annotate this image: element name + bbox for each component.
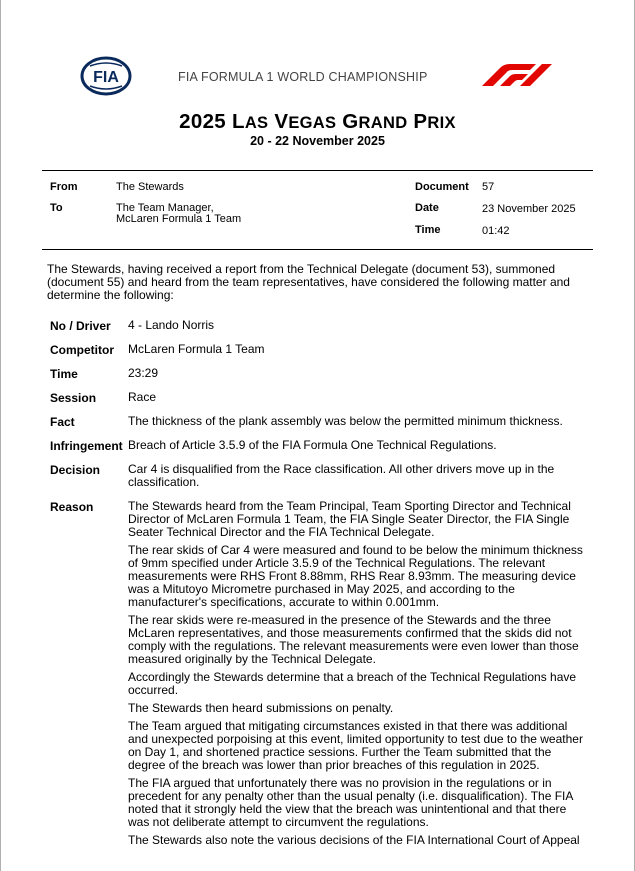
reason-paragraph: The Stewards then heard submissions on penalty. [128, 701, 394, 715]
reason-paragraph: The Stewards also note the various decisions of the FIA International Court of Appeal [128, 833, 580, 847]
to-label: To [50, 202, 63, 214]
from-value: The Stewards [116, 181, 184, 193]
document-number: 57 [482, 181, 495, 193]
championship-title: FIA FORMULA 1 WORLD CHAMPIONSHIP [178, 70, 428, 84]
time-value: 01:42 [482, 225, 510, 237]
to-line-1: The Team Manager, [116, 202, 214, 214]
gp-rest-rix: RIX [427, 114, 456, 132]
gp-cap-l: L [231, 110, 245, 133]
session-value: Race [128, 390, 157, 404]
f1-logo-text: F1 [476, 64, 478, 65]
reason-paragraph: Accordingly the Stewards determine that a breach of the Technical Regulations have occurred. [128, 670, 577, 697]
no-driver-label: No / Driver [50, 319, 111, 333]
reason-paragraph: The rear skids of Car 4 were measured and found to be below the minimum thickness of 9mm specified under Article 3.5.9 of the Technical Regulations. The relevant measurements were RHS Front 8.88mm, RHS Rear 8.93mm. The measuring device was a Mitutoyo Micrometre purchased in May 2025, and according to the manufacturer's specifications, accurate to within 0.001mm. [128, 543, 583, 609]
time-label: Time [415, 224, 441, 236]
gp-rest-egas: EGAS [288, 114, 337, 132]
fia-logo-text: FIA [93, 69, 119, 86]
reason-paragraph: The Team argued that mitigating circumstances existed in that there was additional and unexpected porpoising at this event, limited opportunity to test due to the weather on Day 1, and shortened practice sessions. Further the Team submitted that the degree of the breach was lower than prior breaches of this regulation in 2025. [128, 719, 583, 772]
date-label: Date [415, 202, 439, 214]
infringement-value: Breach of Article 3.5.9 of the FIA Formula One Technical Regulations. [128, 438, 497, 452]
gp-year: 2025 [179, 110, 226, 133]
session-label: Session [50, 391, 97, 405]
date-value: 23 November 2025 [482, 203, 576, 215]
fia-logo-icon [80, 56, 132, 96]
competitor-value: McLaren Formula 1 Team [128, 342, 265, 356]
intro-paragraph: The Stewards, having received a report from the Technical Delegate (document 53), summoned (document 55) and heard from the team representatives, have considered the following matter and determine the following: [47, 262, 570, 302]
header-divider-bottom [42, 249, 593, 250]
competitor-label: Competitor [50, 343, 114, 357]
fact-label: Fact [50, 415, 75, 429]
reason-paragraph: The rear skids were re-measured in the presence of the Stewards and the three McLaren representatives, and those measurements confirmed that the skids did not comply with the regulations. The relevant measurements were even lower than those measured originally by the Technical Delegate. [128, 613, 579, 666]
gp-rest-as: AS [244, 114, 269, 132]
gp-rest-rand: RAND [358, 114, 408, 132]
grand-prix-title [0, 110, 635, 134]
f1-logo-icon [476, 64, 552, 86]
time-row-label: Time [50, 367, 78, 381]
header-divider-top [42, 170, 593, 171]
gp-cap-p: P [413, 110, 428, 133]
fact-value: The thickness of the plank assembly was below the permitted minimum thickness. [128, 414, 563, 428]
decision-value: Car 4 is disqualified from the Race classification. All other drivers move up in the classification. [128, 462, 555, 489]
from-label: From [50, 181, 78, 193]
gp-cap-g: G [342, 110, 359, 133]
reason-body [128, 500, 590, 852]
time-row-value: 23:29 [128, 366, 159, 380]
reason-paragraph: The Stewards heard from the Team Principal, Team Sporting Director and Technical Director of McLaren Formula 1 Team, the FIA Single Seater Director, the FIA Single Seater Technical Director and the FIA Technical Delegate. [128, 499, 571, 539]
to-line-2: McLaren Formula 1 Team [116, 213, 242, 225]
infringement-label: Infringement [50, 439, 123, 453]
decision-label: Decision [50, 463, 101, 477]
document-label: Document [415, 181, 469, 193]
event-dates: 20 - 22 November 2025 [250, 134, 385, 148]
gp-cap-v: V [274, 110, 289, 133]
reason-paragraph: The FIA argued that unfortunately there was no provision in the regulations or in precedent for any penalty other than the usual penalty (i.e. disqualification). The FIA noted that it strongly held the view that the breach was unintentional and that there was not deliberate attempt to circumvent the regulations. [128, 776, 573, 829]
no-driver-value: 4 - Lando Norris [128, 318, 215, 332]
reason-label: Reason [50, 500, 94, 514]
